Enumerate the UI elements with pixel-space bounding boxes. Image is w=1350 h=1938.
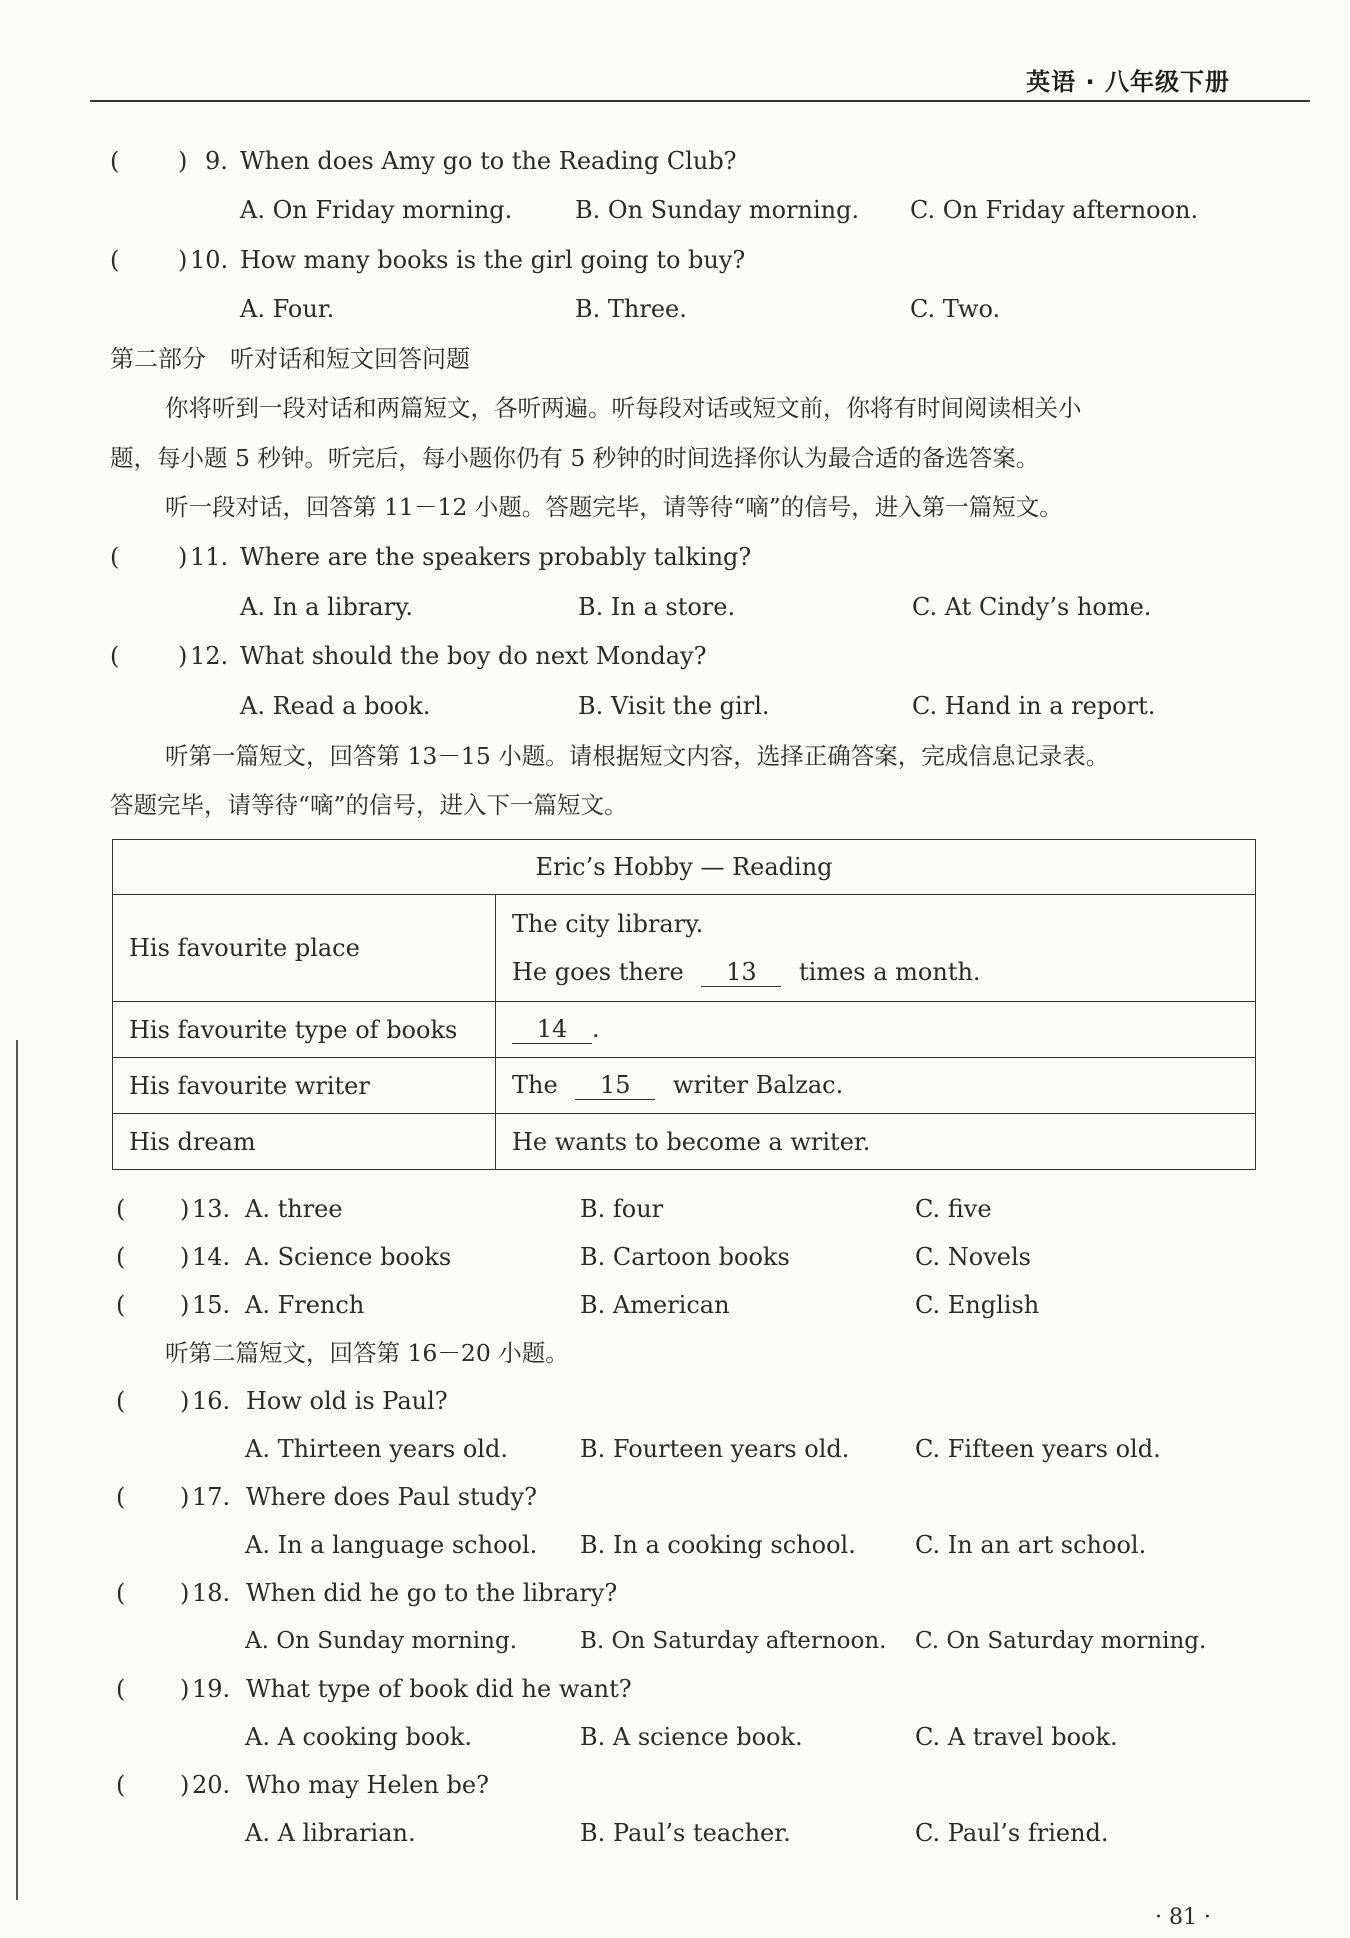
question-number: 18. <box>192 1579 231 1607</box>
answer-bracket-close: ) <box>178 543 188 571</box>
question-19 <box>0 1669 1350 1709</box>
option-b: B. In a store. <box>578 593 736 621</box>
answer-bracket-open: ( <box>110 147 120 175</box>
question-20 <box>0 1765 1350 1805</box>
question-number: 12. <box>190 642 229 670</box>
answer-bracket-close: ) <box>180 1771 190 1799</box>
answer-bracket-open: ( <box>110 543 120 571</box>
option-c: C. At Cindy’s home. <box>912 593 1152 621</box>
option-b: B. A science book. <box>580 1723 803 1751</box>
header-title: 英语 · 八年级下册 <box>1026 68 1230 96</box>
text-after-blank: . <box>592 1015 600 1043</box>
table-row-value <box>496 895 1256 1002</box>
text-after-blank: times a month. <box>798 958 981 986</box>
question-number: 11. <box>190 543 229 571</box>
option-b: B. In a cooking school. <box>580 1531 856 1559</box>
text-before-blank: The <box>512 1071 558 1099</box>
option-b: B. four <box>580 1195 664 1223</box>
question-text: How old is Paul? <box>246 1387 448 1415</box>
answer-bracket-open: ( <box>116 1243 126 1271</box>
option-c: C. Fifteen years old. <box>915 1435 1161 1463</box>
question-20-options <box>0 1813 1350 1853</box>
question-text: How many books is the girl going to buy? <box>240 246 746 274</box>
answer-bracket-open: ( <box>116 1579 126 1607</box>
question-18 <box>0 1573 1350 1613</box>
table-row-value: He wants to become a writer. <box>496 1114 1256 1170</box>
question-17 <box>0 1477 1350 1517</box>
answer-bracket-open: ( <box>116 1675 126 1703</box>
question-number: 16. <box>192 1387 231 1415</box>
option-a: A. three <box>245 1195 343 1223</box>
info-record-table <box>112 839 1256 1170</box>
text-before-blank: He goes there <box>512 958 684 986</box>
question-number: 10. <box>190 246 229 274</box>
option-c: C. In an art school. <box>915 1531 1147 1559</box>
option-c: C. Hand in a report. <box>912 692 1156 720</box>
answer-bracket-close: ) <box>180 1195 190 1223</box>
question-10 <box>0 240 1350 280</box>
option-c: C. Two. <box>910 295 1001 323</box>
favourite-place-line1: The city library. <box>512 910 704 938</box>
question-9-options <box>0 190 1350 230</box>
answer-bracket-open: ( <box>116 1387 126 1415</box>
answer-bracket-close: ) <box>178 246 188 274</box>
question-18-options <box>0 1621 1350 1661</box>
table-title: Eric’s Hobby — Reading <box>113 840 1256 895</box>
option-a: A. In a language school. <box>245 1531 538 1559</box>
answer-bracket-close: ) <box>180 1579 190 1607</box>
option-b: B. On Saturday afternoon. <box>580 1628 887 1654</box>
question-17-options <box>0 1525 1350 1565</box>
question-15 <box>0 1285 1350 1325</box>
option-b: B. Paul’s teacher. <box>580 1819 791 1847</box>
text-after-blank: writer Balzac. <box>672 1071 844 1099</box>
answer-bracket-open: ( <box>110 642 120 670</box>
option-a: A. In a library. <box>240 593 414 621</box>
option-c: C. Novels <box>915 1243 1031 1271</box>
answer-bracket-close: ) <box>180 1243 190 1271</box>
part2-instruction-line1: 你将听到一段对话和两篇短文，各听两遍。听每段对话或短文前，你将有时间阅读相关小 <box>165 394 1082 422</box>
passage1-instruction-line1: 听第一篇短文，回答第 13－15 小题。请根据短文内容，选择正确答案，完成信息记录表。 <box>165 742 1110 770</box>
question-14 <box>0 1237 1350 1277</box>
blank-14: 14 <box>512 1015 592 1044</box>
question-number: 9. <box>205 147 228 175</box>
option-b: B. Fourteen years old. <box>580 1435 850 1463</box>
answer-bracket-open: ( <box>116 1771 126 1799</box>
option-c: C. On Friday afternoon. <box>910 196 1199 224</box>
page-number: · 81 · <box>1155 1905 1211 1930</box>
dialogue-instruction: 听一段对话，回答第 11－12 小题。答题完毕，请等待“嘀”的信号，进入第一篇短文。 <box>165 493 1063 521</box>
answer-bracket-close: ) <box>180 1675 190 1703</box>
answer-bracket-close: ) <box>180 1291 190 1319</box>
favourite-place-line2 <box>512 948 1239 996</box>
option-a: A. Thirteen years old. <box>245 1435 508 1463</box>
table-row-label: His favourite type of books <box>113 1002 496 1058</box>
question-11-options <box>0 587 1350 627</box>
option-a: A. A cooking book. <box>245 1723 472 1751</box>
table-row-label: His favourite writer <box>113 1058 496 1114</box>
option-c: C. On Saturday morning. <box>915 1628 1207 1654</box>
blank-15: 15 <box>575 1071 655 1100</box>
question-number: 15. <box>192 1291 231 1319</box>
option-a: A. A librarian. <box>245 1819 416 1847</box>
answer-bracket-close: ) <box>178 642 188 670</box>
part2-heading: 第二部分 听对话和短文回答问题 <box>110 345 470 373</box>
answer-bracket-close: ) <box>178 147 188 175</box>
answer-bracket-close: ) <box>180 1483 190 1511</box>
option-a: A. Four. <box>240 295 335 323</box>
option-b: B. On Sunday morning. <box>575 196 860 224</box>
question-text: What should the boy do next Monday? <box>240 642 707 670</box>
question-number: 19. <box>192 1675 231 1703</box>
question-number: 14. <box>192 1243 231 1271</box>
table-row-label: His favourite place <box>113 895 496 1002</box>
answer-bracket-open: ( <box>116 1291 126 1319</box>
option-a: A. On Friday morning. <box>240 196 513 224</box>
question-text: Where are the speakers probably talking? <box>240 543 752 571</box>
question-text: Where does Paul study? <box>246 1483 537 1511</box>
header-rule <box>90 100 1310 102</box>
question-number: 17. <box>192 1483 231 1511</box>
blank-13: 13 <box>701 958 781 987</box>
option-a: A. Science books <box>245 1243 452 1271</box>
passage2-instruction: 听第二篇短文，回答第 16－20 小题。 <box>165 1339 569 1367</box>
answer-bracket-open: ( <box>116 1483 126 1511</box>
table-row-value <box>496 1002 1256 1058</box>
question-text: Who may Helen be? <box>246 1771 489 1799</box>
table-row-label: His dream <box>113 1114 496 1170</box>
option-b: B. American <box>580 1291 730 1319</box>
question-text: When did he go to the library? <box>246 1579 618 1607</box>
question-16-options <box>0 1429 1350 1469</box>
option-c: C. Paul’s friend. <box>915 1819 1109 1847</box>
question-11 <box>0 537 1350 577</box>
question-10-options <box>0 289 1350 329</box>
question-12-options <box>0 686 1350 726</box>
question-number: 13. <box>192 1195 231 1223</box>
question-9 <box>0 141 1350 181</box>
answer-bracket-close: ) <box>180 1387 190 1415</box>
table-row-value <box>496 1058 1256 1114</box>
question-19-options <box>0 1717 1350 1757</box>
answer-bracket-open: ( <box>116 1195 126 1223</box>
option-a: A. Read a book. <box>240 692 431 720</box>
option-a: A. On Sunday morning. <box>245 1628 518 1654</box>
option-b: B. Three. <box>575 295 687 323</box>
answer-bracket-open: ( <box>110 246 120 274</box>
option-c: C. five <box>915 1195 992 1223</box>
question-12 <box>0 636 1350 676</box>
option-c: C. A travel book. <box>915 1723 1118 1751</box>
question-number: 20. <box>192 1771 231 1799</box>
question-13 <box>0 1189 1350 1229</box>
option-b: B. Cartoon books <box>580 1243 790 1271</box>
question-text: When does Amy go to the Reading Club? <box>240 147 737 175</box>
option-c: C. English <box>915 1291 1040 1319</box>
option-a: A. French <box>245 1291 365 1319</box>
option-b: B. Visit the girl. <box>578 692 770 720</box>
part2-instruction-line2: 题，每小题 5 秒钟。听完后，每小题你仍有 5 秒钟的时间选择你认为最合适的备选答案。 <box>110 444 1040 472</box>
question-text: What type of book did he want? <box>246 1675 632 1703</box>
passage1-instruction-line2: 答题完毕，请等待“嘀”的信号，进入下一篇短文。 <box>110 791 628 819</box>
question-16 <box>0 1381 1350 1421</box>
